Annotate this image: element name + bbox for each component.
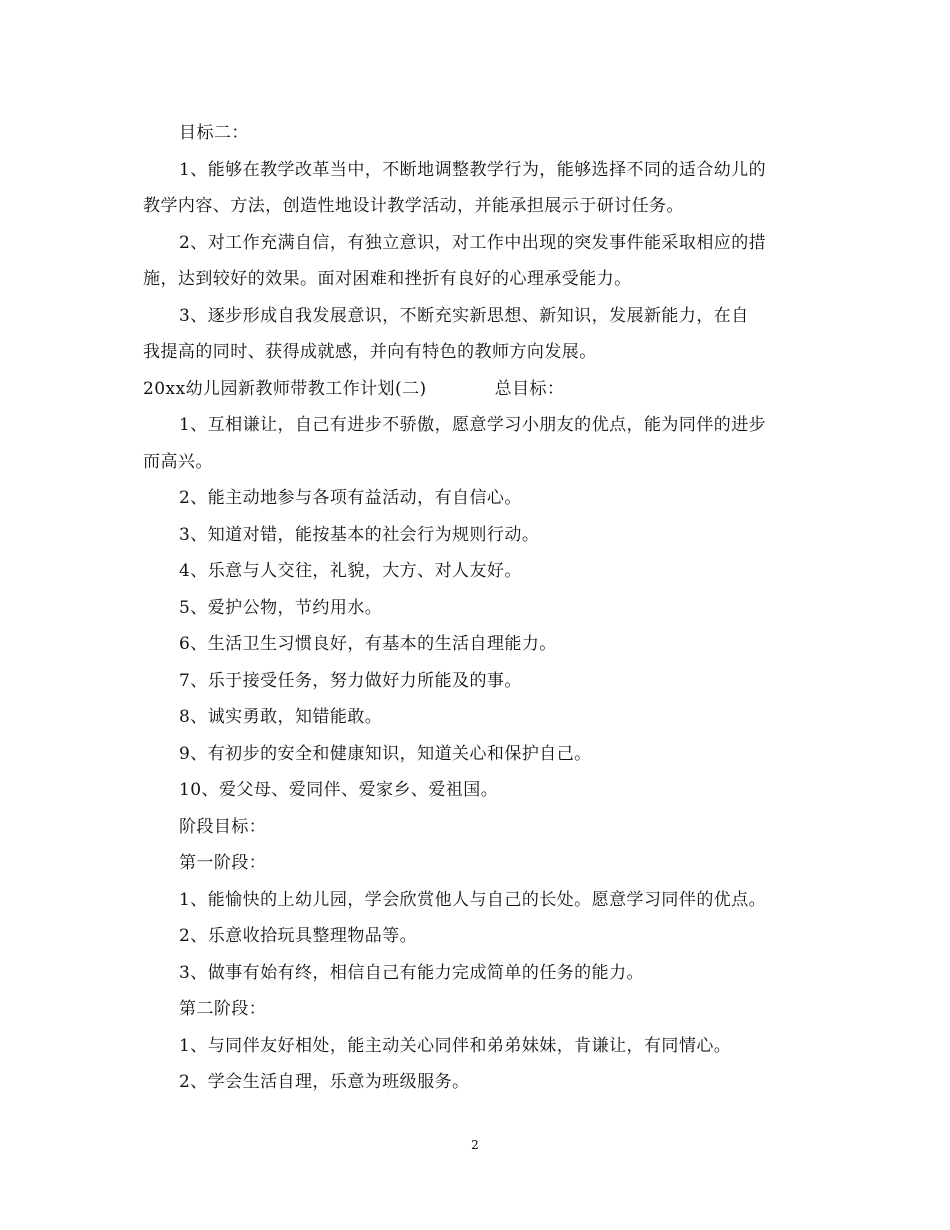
line-text: 第一阶段： <box>179 853 267 873</box>
text-line <box>143 1028 808 1065</box>
line-text: 20xx幼儿园新教师带教工作计划(二) <box>143 378 427 399</box>
page-number: 2 <box>471 1138 479 1152</box>
text-line <box>143 882 808 919</box>
text-line <box>143 1064 808 1101</box>
text-line <box>143 699 808 736</box>
text-line <box>143 809 808 846</box>
line-text: 2、能主动地参与各项有益活动，有自信心。 <box>179 488 522 508</box>
line-text: 第二阶段： <box>179 999 267 1019</box>
text-line <box>143 590 808 627</box>
line-text: 1、能够在教学改革当中，不断地调整教学行为，能够选择不同的适合幼儿的 <box>179 159 767 180</box>
line-text: 1、能愉快的上幼儿园，学会欣赏他人与自己的长处。愿意学习同伴的优点。 <box>179 889 767 910</box>
line-text: 3、知道对错，能按基本的社会行为规则行动。 <box>179 524 540 545</box>
line-text: 5、爱护公物，节约用水。 <box>179 597 383 618</box>
text-line <box>143 115 808 152</box>
text-line <box>143 845 808 882</box>
text-line <box>143 517 808 554</box>
text-line <box>143 334 808 371</box>
text-line <box>143 772 808 809</box>
text-line <box>143 918 808 955</box>
line-text: 我提高的同时、获得成就感，并向有特色的教师方向发展。 <box>143 342 597 362</box>
line-text: 7、乐于接受任务，努力做好力所能及的事。 <box>179 670 522 691</box>
text-line <box>143 152 808 189</box>
line-text: 4、乐意与人交往，礼貌，大方、对人友好。 <box>179 561 522 581</box>
text-line <box>143 955 808 992</box>
line-text: 2、学会生活自理，乐意为班级服务。 <box>179 1072 470 1092</box>
line-text: 8、诚实勇敢，知错能敢。 <box>179 707 383 727</box>
text-line <box>143 371 808 408</box>
text-line <box>143 991 808 1028</box>
line-text: 3、做事有始有终，相信自己有能力完成简单的任务的能力。 <box>179 962 644 983</box>
line-text: 1、互相谦让，自己有进步不骄傲，愿意学习小朋友的优点，能为同伴的进步 <box>179 415 767 435</box>
line-text: 3、逐步形成自我发展意识，不断充实新思想、新知识，发展新能力，在自 <box>179 305 749 326</box>
text-line <box>143 663 808 700</box>
text-line <box>143 736 808 773</box>
text-line <box>143 626 808 663</box>
line-text: 而高兴。 <box>143 451 213 472</box>
text-line <box>143 298 808 335</box>
line-text-secondary: 总目标： <box>494 378 565 399</box>
line-text: 施，达到较好的效果。面对困难和挫折有良好的心理承受能力。 <box>143 269 632 289</box>
line-text: 2、对工作充满自信，有独立意识，对工作中出现的突发事件能采取相应的措 <box>179 232 767 253</box>
line-text: 2、乐意收拾玩具整理物品等。 <box>179 926 418 946</box>
line-text: 1、与同伴友好相处，能主动关心同伴和弟弟妹妹，肯谦让，有同情心。 <box>179 1035 732 1056</box>
text-line <box>143 480 808 517</box>
text-line <box>143 444 808 481</box>
line-text: 阶段目标： <box>179 816 267 837</box>
line-text: 9、有初步的安全和健康知识，知道关心和保护自己。 <box>179 743 592 764</box>
line-text: 10、爱父母、爱同伴、爱家乡、爱祖国。 <box>179 780 499 800</box>
line-text: 目标二： <box>179 123 249 143</box>
text-line <box>143 407 808 444</box>
text-line <box>143 553 808 590</box>
text-line <box>143 225 808 262</box>
text-line <box>143 188 808 225</box>
line-text: 6、生活卫生习惯良好，有基本的生活自理能力。 <box>179 634 557 654</box>
text-line <box>143 261 808 298</box>
document-body <box>143 115 808 1101</box>
line-text: 教学内容、方法，创造性地设计教学活动，并能承担展示于研讨任务。 <box>143 196 684 216</box>
